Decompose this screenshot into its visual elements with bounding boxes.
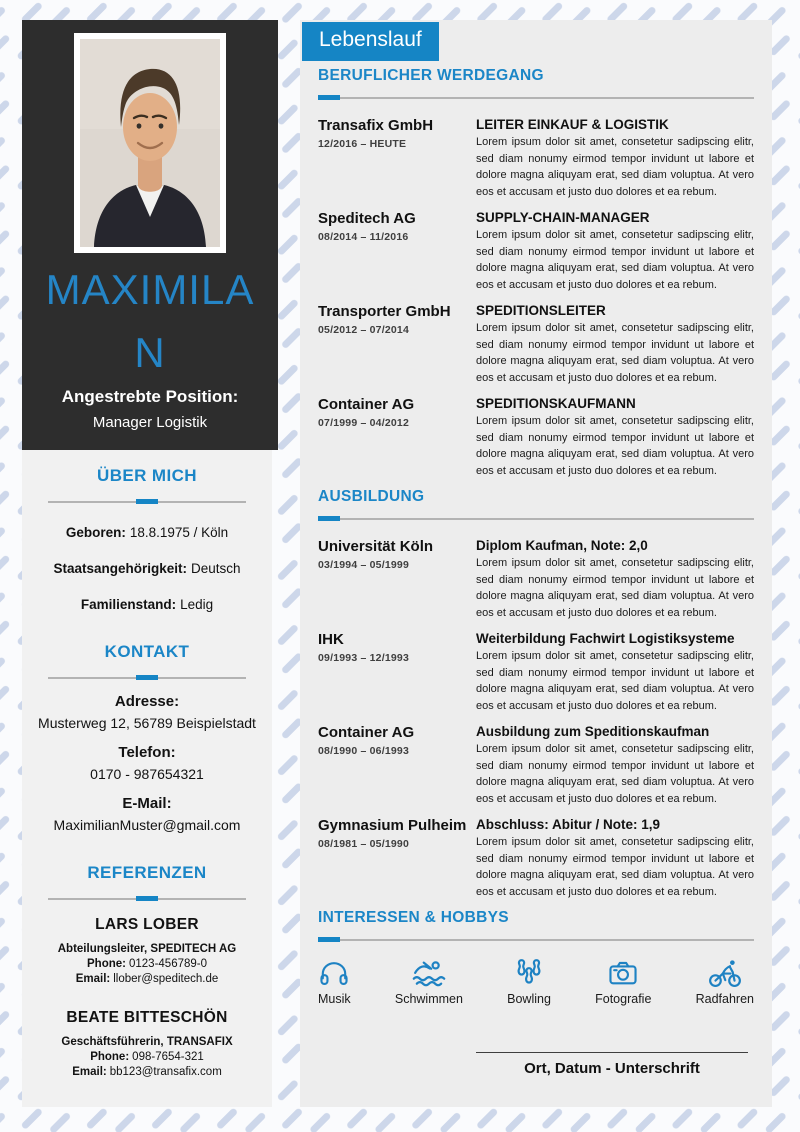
main-content (318, 20, 754, 1077)
section-divider (48, 896, 246, 901)
reference-name: BEATE BITTESCHÖN (66, 1009, 228, 1026)
field-value: 18.8.1975 / Köln (129, 525, 229, 540)
about-field-marital-status (22, 597, 272, 612)
bowling-pins-icon (513, 958, 545, 988)
entry-org: IHK (318, 631, 344, 648)
reference-entry (22, 916, 272, 985)
field-label: Familienstand: (80, 597, 177, 612)
career-entry (318, 395, 754, 479)
hobby-label: Bowling (507, 992, 551, 1006)
education-entry (318, 537, 754, 621)
entry-role: Ausbildung zum Speditionskaufman (476, 724, 710, 739)
entry-dates: 08/2014 – 11/2016 (318, 231, 409, 243)
hobby-item (507, 958, 551, 1006)
reference-email (22, 973, 272, 985)
entry-description: Lorem ipsum dolor sit amet, consetetur sadipscing elitr, sed diam nonumy eirmod tempor invidunt ut labore et dolore magna aliquyam erat, sed diam voluptua. At vero eos et accusam et justo duo dolores et ea rebum. (476, 743, 754, 805)
about-section-title: ÜBER MICH (97, 466, 197, 485)
references-section-title: REFERENZEN (87, 863, 207, 882)
section-divider (318, 937, 754, 942)
entry-org: Container AG (318, 724, 415, 741)
address-label: Adresse: (114, 693, 180, 710)
entry-role: Diplom Kaufman, Note: 2,0 (476, 538, 648, 553)
entry-description: Lorem ipsum dolor sit amet, consetetur sadipscing elitr, sed diam nonumy eirmod tempor invidunt ut labore et dolore magna aliquyam erat, sed diam voluptua. At vero eos et accusam et justo duo dolores et ea rebum. (476, 415, 754, 477)
reference-entry (22, 1009, 272, 1078)
entry-dates: 09/1993 – 12/1993 (318, 652, 409, 664)
entry-role: LEITER EINKAUF & LOGISTIK (476, 117, 669, 132)
entry-dates: 08/1990 – 06/1993 (318, 745, 409, 757)
career-entry (318, 302, 754, 386)
signature-block (476, 1052, 748, 1077)
field-label: Staatsangehörigkeit: (53, 561, 187, 576)
entry-dates: 03/1994 – 05/1999 (318, 559, 409, 571)
section-divider (318, 516, 754, 521)
career-section-title: BERUFLICHER WERDEGANG (318, 67, 544, 84)
education-entry (318, 630, 754, 714)
field-value: Ledig (180, 597, 214, 612)
field-value: Deutsch (191, 561, 241, 576)
hobbies-section-title: INTERESSEN & HOBBYS (318, 909, 509, 926)
phone-label: Telefon: (118, 744, 176, 761)
entry-dates: 12/2016 – HEUTE (318, 138, 407, 150)
entry-role: Weiterbildung Fachwirt Logistiksysteme (476, 631, 735, 646)
entry-org: Transafix GmbH (318, 117, 434, 134)
reference-phone (22, 958, 272, 970)
education-entry (318, 816, 754, 900)
career-entry (318, 209, 754, 293)
about-field-nationality (22, 561, 272, 576)
career-entry (318, 116, 754, 200)
hobby-item (395, 958, 463, 1006)
hobby-item (696, 958, 754, 1006)
hobby-label: Radfahren (695, 992, 754, 1006)
signature-line (476, 1052, 748, 1053)
entry-dates: 08/1981 – 05/1990 (318, 838, 409, 850)
entry-org: Container AG (318, 396, 415, 413)
hobby-label: Musik (318, 992, 351, 1006)
email-value: MaximilianMuster@gmail.com (53, 817, 241, 833)
reference-role: Geschäftsführerin, TRANSAFIX (61, 1036, 233, 1048)
entry-dates: 07/1999 – 04/2012 (318, 417, 409, 429)
email-label: Email: (72, 1066, 107, 1078)
signature-label: Ort, Datum - Unterschrift (524, 1060, 700, 1077)
section-divider (318, 95, 754, 100)
reference-role: Abteilungsleiter, SPEDITECH AG (57, 943, 237, 955)
section-divider (48, 675, 246, 680)
contact-section-title: KONTAKT (104, 642, 190, 661)
profile-card (22, 20, 278, 450)
headphones-icon (318, 958, 350, 988)
field-label: Geboren: (65, 525, 126, 540)
about-field-born (22, 525, 272, 540)
photo-frame (74, 33, 226, 253)
sidebar (22, 450, 272, 1107)
entry-org: Speditech AG (318, 210, 416, 227)
entry-description: Lorem ipsum dolor sit amet, consetetur sadipscing elitr, sed diam nonumy eirmod tempor invidunt ut labore et dolore magna aliquyam erat, sed diam voluptua. At vero eos et accusam et justo duo dolores et ea rebum. (476, 557, 754, 619)
profile-name: MAXIMILAN (45, 266, 255, 376)
entry-description: Lorem ipsum dolor sit amet, consetetur sadipscing elitr, sed diam nonumy eirmod tempor invidunt ut labore et dolore magna aliquyam erat, sed diam voluptua. At vero eos et accusam et justo duo dolores et ea rebum. (476, 136, 754, 198)
email-label: Email: (75, 973, 111, 985)
entry-description: Lorem ipsum dolor sit amet, consetetur sadipscing elitr, sed diam nonumy eirmod tempor invidunt ut labore et dolore magna aliquyam erat, sed diam voluptua. At vero eos et accusam et justo duo dolores et ea rebum. (476, 229, 754, 291)
main-panel (300, 20, 772, 1107)
email-value: bb123@transafix.com (109, 1066, 222, 1078)
entry-description: Lorem ipsum dolor sit amet, consetetur sadipscing elitr, sed diam nonumy eirmod tempor invidunt ut labore et dolore magna aliquyam erat, sed diam voluptua. At vero eos et accusam et justo duo dolores et ea rebum. (476, 322, 754, 384)
entry-description: Lorem ipsum dolor sit amet, consetetur sadipscing elitr, sed diam nonumy eirmod tempor invidunt ut labore et dolore magna aliquyam erat, sed diam voluptua. At vero eos et accusam et justo duo dolores et ea rebum. (476, 836, 754, 898)
reference-phone (22, 1051, 272, 1063)
entry-role: SUPPLY-CHAIN-MANAGER (476, 210, 650, 225)
reference-name: LARS LOBER (95, 916, 199, 933)
phone-value: 0123-456789-0 (128, 958, 207, 970)
phone-value: 098-7654-321 (132, 1051, 204, 1063)
hobby-label: Fotografie (595, 992, 652, 1006)
entry-org: Transporter GmbH (318, 303, 451, 320)
hobby-item (318, 958, 351, 1006)
lebenslauf-tab: Lebenslauf (302, 22, 439, 61)
education-entry (318, 723, 754, 807)
entry-org: Universität Köln (318, 538, 434, 555)
position-value: Manager Logistik (92, 414, 208, 431)
entry-role: Abschluss: Abitur / Note: 1,9 (476, 817, 661, 832)
phone-label: Phone: (87, 958, 126, 970)
email-value: llober@speditech.de (113, 973, 219, 985)
reference-email (22, 1066, 272, 1078)
email-label: E-Mail: (122, 795, 172, 812)
profile-photo (80, 39, 220, 247)
section-divider (48, 499, 246, 504)
camera-icon (607, 958, 639, 988)
entry-dates: 05/2012 – 07/2014 (318, 324, 409, 336)
education-section-title: AUSBILDUNG (318, 488, 425, 505)
hobbies-row (318, 958, 754, 1006)
entry-role: SPEDITIONSLEITER (476, 303, 606, 318)
bicycle-icon (707, 958, 743, 988)
hobby-item (595, 958, 651, 1006)
address-value: Musterweg 12, 56789 Beispielstadt (38, 715, 256, 731)
entry-org: Gymnasium Pulheim (318, 817, 467, 834)
hobby-label: Schwimmen (394, 992, 463, 1006)
phone-value: 0170 - 987654321 (90, 766, 204, 782)
swimmer-icon (411, 958, 447, 988)
entry-role: SPEDITIONSKAUFMANN (476, 396, 636, 411)
position-label: Angestrebte Position: (61, 387, 239, 406)
entry-description: Lorem ipsum dolor sit amet, consetetur sadipscing elitr, sed diam nonumy eirmod tempor invidunt ut labore et dolore magna aliquyam erat, sed diam voluptua. At vero eos et accusam et justo duo dolores et ea rebum. (476, 650, 754, 712)
phone-label: Phone: (90, 1051, 130, 1063)
